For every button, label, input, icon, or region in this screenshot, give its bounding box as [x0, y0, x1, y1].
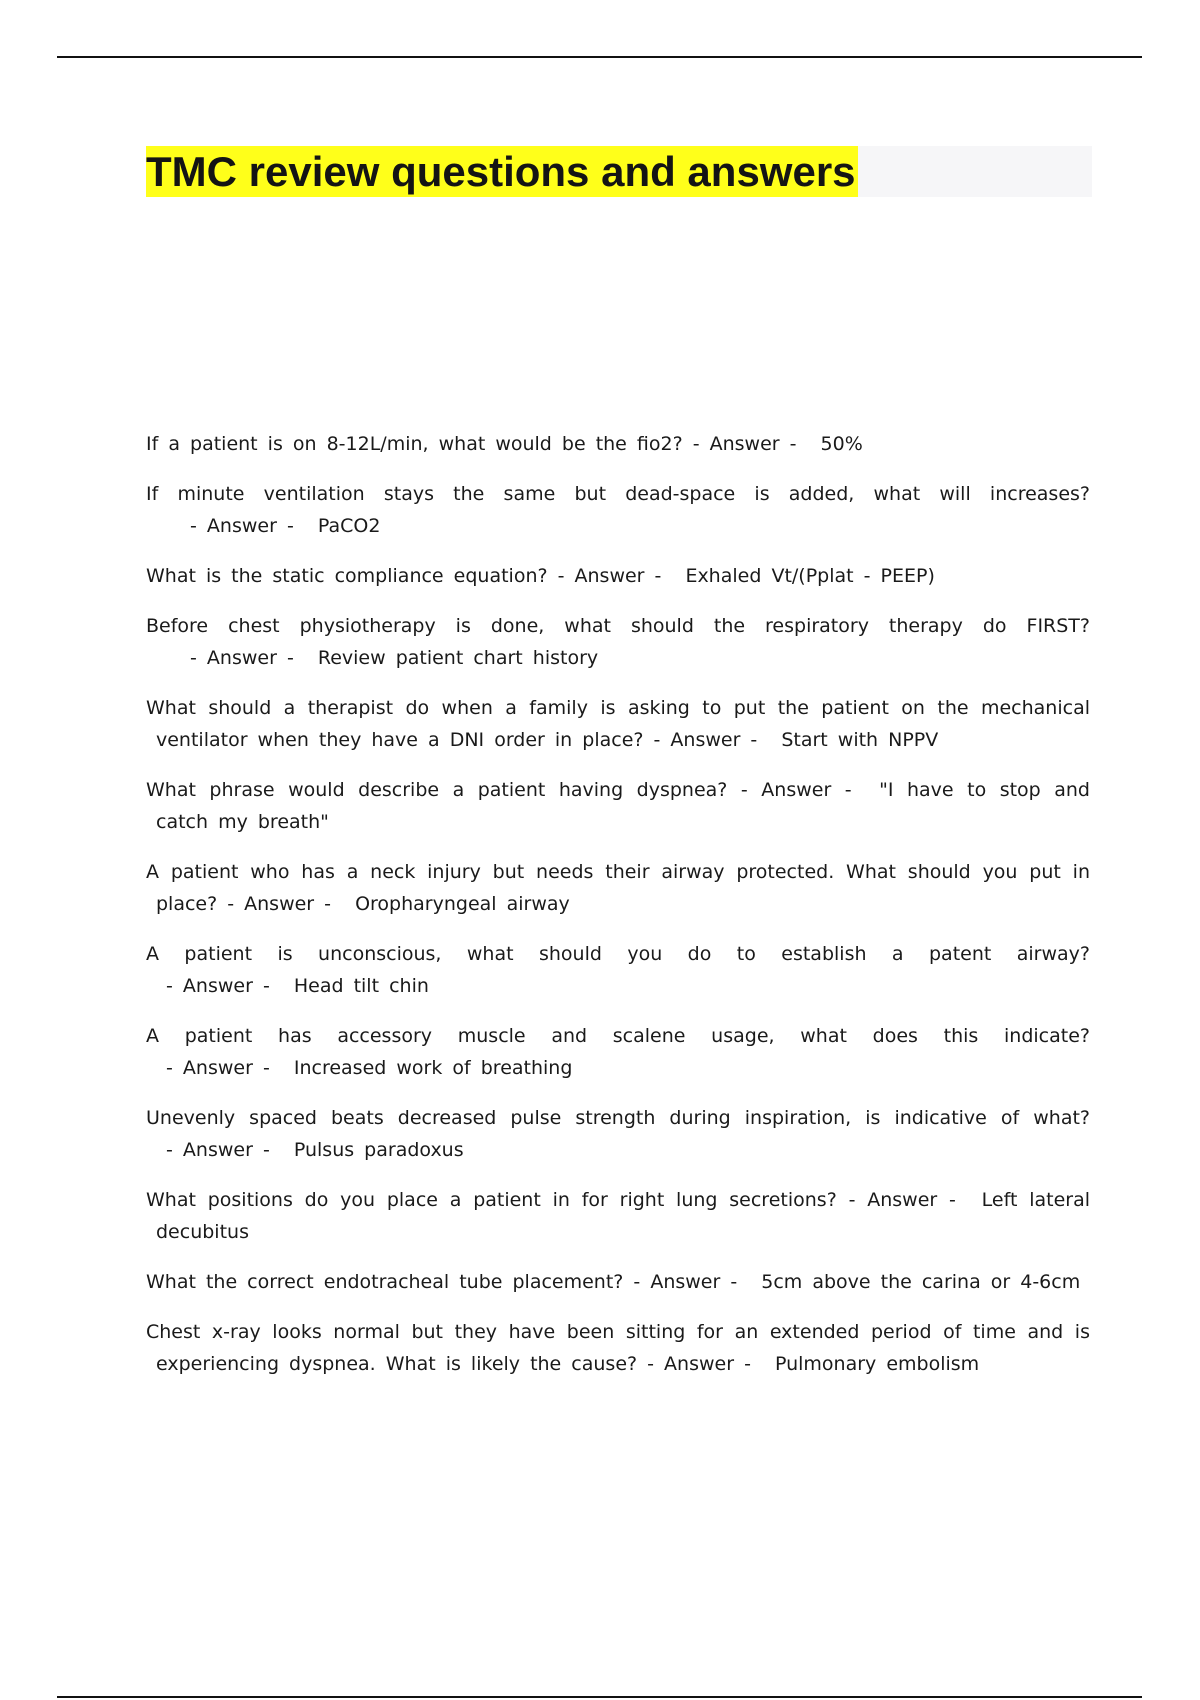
question-text: Unevenly spaced beats decreased pulse strength during inspiration, is indicative of what?	[146, 1107, 1090, 1129]
answer-separator: - Answer -	[727, 779, 866, 801]
qa-item	[146, 610, 1090, 674]
question-text: If minute ventilation stays the same but dead-space is added, what will increases?	[146, 483, 1090, 505]
answer-text: "I have to stop and catch my breath"	[156, 779, 1090, 833]
question-text: A patient who has a neck injury but needs their airway protected. What should you put in place?	[146, 861, 1090, 915]
answer-text: Pulsus paradoxus	[293, 1139, 464, 1161]
answer-separator: - Answer -	[156, 1139, 280, 1161]
question-text: A patient is unconscious, what should you do to establish a patent airway?	[146, 943, 1090, 965]
answer-text: Review patient chart history	[317, 647, 599, 669]
answer-separator: - Answer -	[643, 729, 768, 751]
qa-item	[146, 560, 1090, 592]
answer-text: Increased work of breathing	[293, 1057, 573, 1079]
question-text: What is the static compliance equation?	[146, 565, 548, 587]
qa-item	[146, 1102, 1090, 1166]
document-title: TMC review questions and answers	[146, 148, 856, 195]
answer-separator: - Answer -	[547, 565, 672, 587]
qa-list	[146, 428, 1090, 1398]
answer-separator: - Answer -	[156, 975, 280, 997]
question-text: Before chest physiotherapy is done, what should the respiratory therapy do FIRST?	[146, 615, 1090, 637]
answer-separator: - Answer -	[682, 433, 807, 455]
qa-item	[146, 692, 1090, 756]
qa-item	[146, 774, 1090, 838]
question-text: Chest x-ray looks normal but they have been sitting for an extended period of time and is experiencing dyspnea. What is likely the cause?	[146, 1321, 1090, 1375]
answer-separator: - Answer -	[180, 515, 304, 537]
question-text: What phrase would describe a patient having dyspnea?	[146, 779, 728, 801]
qa-item	[146, 1184, 1090, 1248]
question-text: A patient has accessory muscle and scalene usage, what does this indicate?	[146, 1025, 1090, 1047]
footer-rule	[57, 1696, 1142, 1698]
answer-text: PaCO2	[317, 515, 381, 537]
qa-item	[146, 856, 1090, 920]
answer-separator: - Answer -	[623, 1271, 748, 1293]
qa-item	[146, 428, 1090, 460]
qa-item	[146, 938, 1090, 1002]
answer-separator: - Answer -	[156, 1057, 280, 1079]
qa-item	[146, 478, 1090, 542]
answer-separator: - Answer -	[217, 893, 342, 915]
answer-text: Head tilt chin	[293, 975, 429, 997]
answer-text: Oropharyngeal airway	[355, 893, 570, 915]
qa-item	[146, 1316, 1090, 1380]
question-text: What positions do you place a patient in for right lung secretions?	[146, 1189, 837, 1211]
answer-text: Start with NPPV	[781, 729, 939, 751]
answer-separator: - Answer -	[836, 1189, 968, 1211]
answer-text: Pulmonary embolism	[774, 1353, 980, 1375]
header-rule	[57, 56, 1142, 58]
question-text: What should a therapist do when a family is asking to put the patient on the mechanical ventilator when they have a DNI order in place?	[146, 697, 1090, 751]
answer-text: Exhaled Vt/(Pplat - PEEP)	[685, 565, 935, 587]
answer-separator: - Answer -	[180, 647, 304, 669]
question-text: If a patient is on 8-12L/min, what would be the fio2?	[146, 433, 683, 455]
answer-text: 50%	[820, 433, 863, 455]
question-text: What the correct endotracheal tube placement?	[146, 1271, 624, 1293]
qa-item	[146, 1020, 1090, 1084]
qa-item	[146, 1266, 1090, 1298]
answer-text: Left lateral decubitus	[156, 1189, 1090, 1243]
answer-separator: - Answer -	[637, 1353, 761, 1375]
answer-text: 5cm above the carina or 4-6cm	[761, 1271, 1081, 1293]
